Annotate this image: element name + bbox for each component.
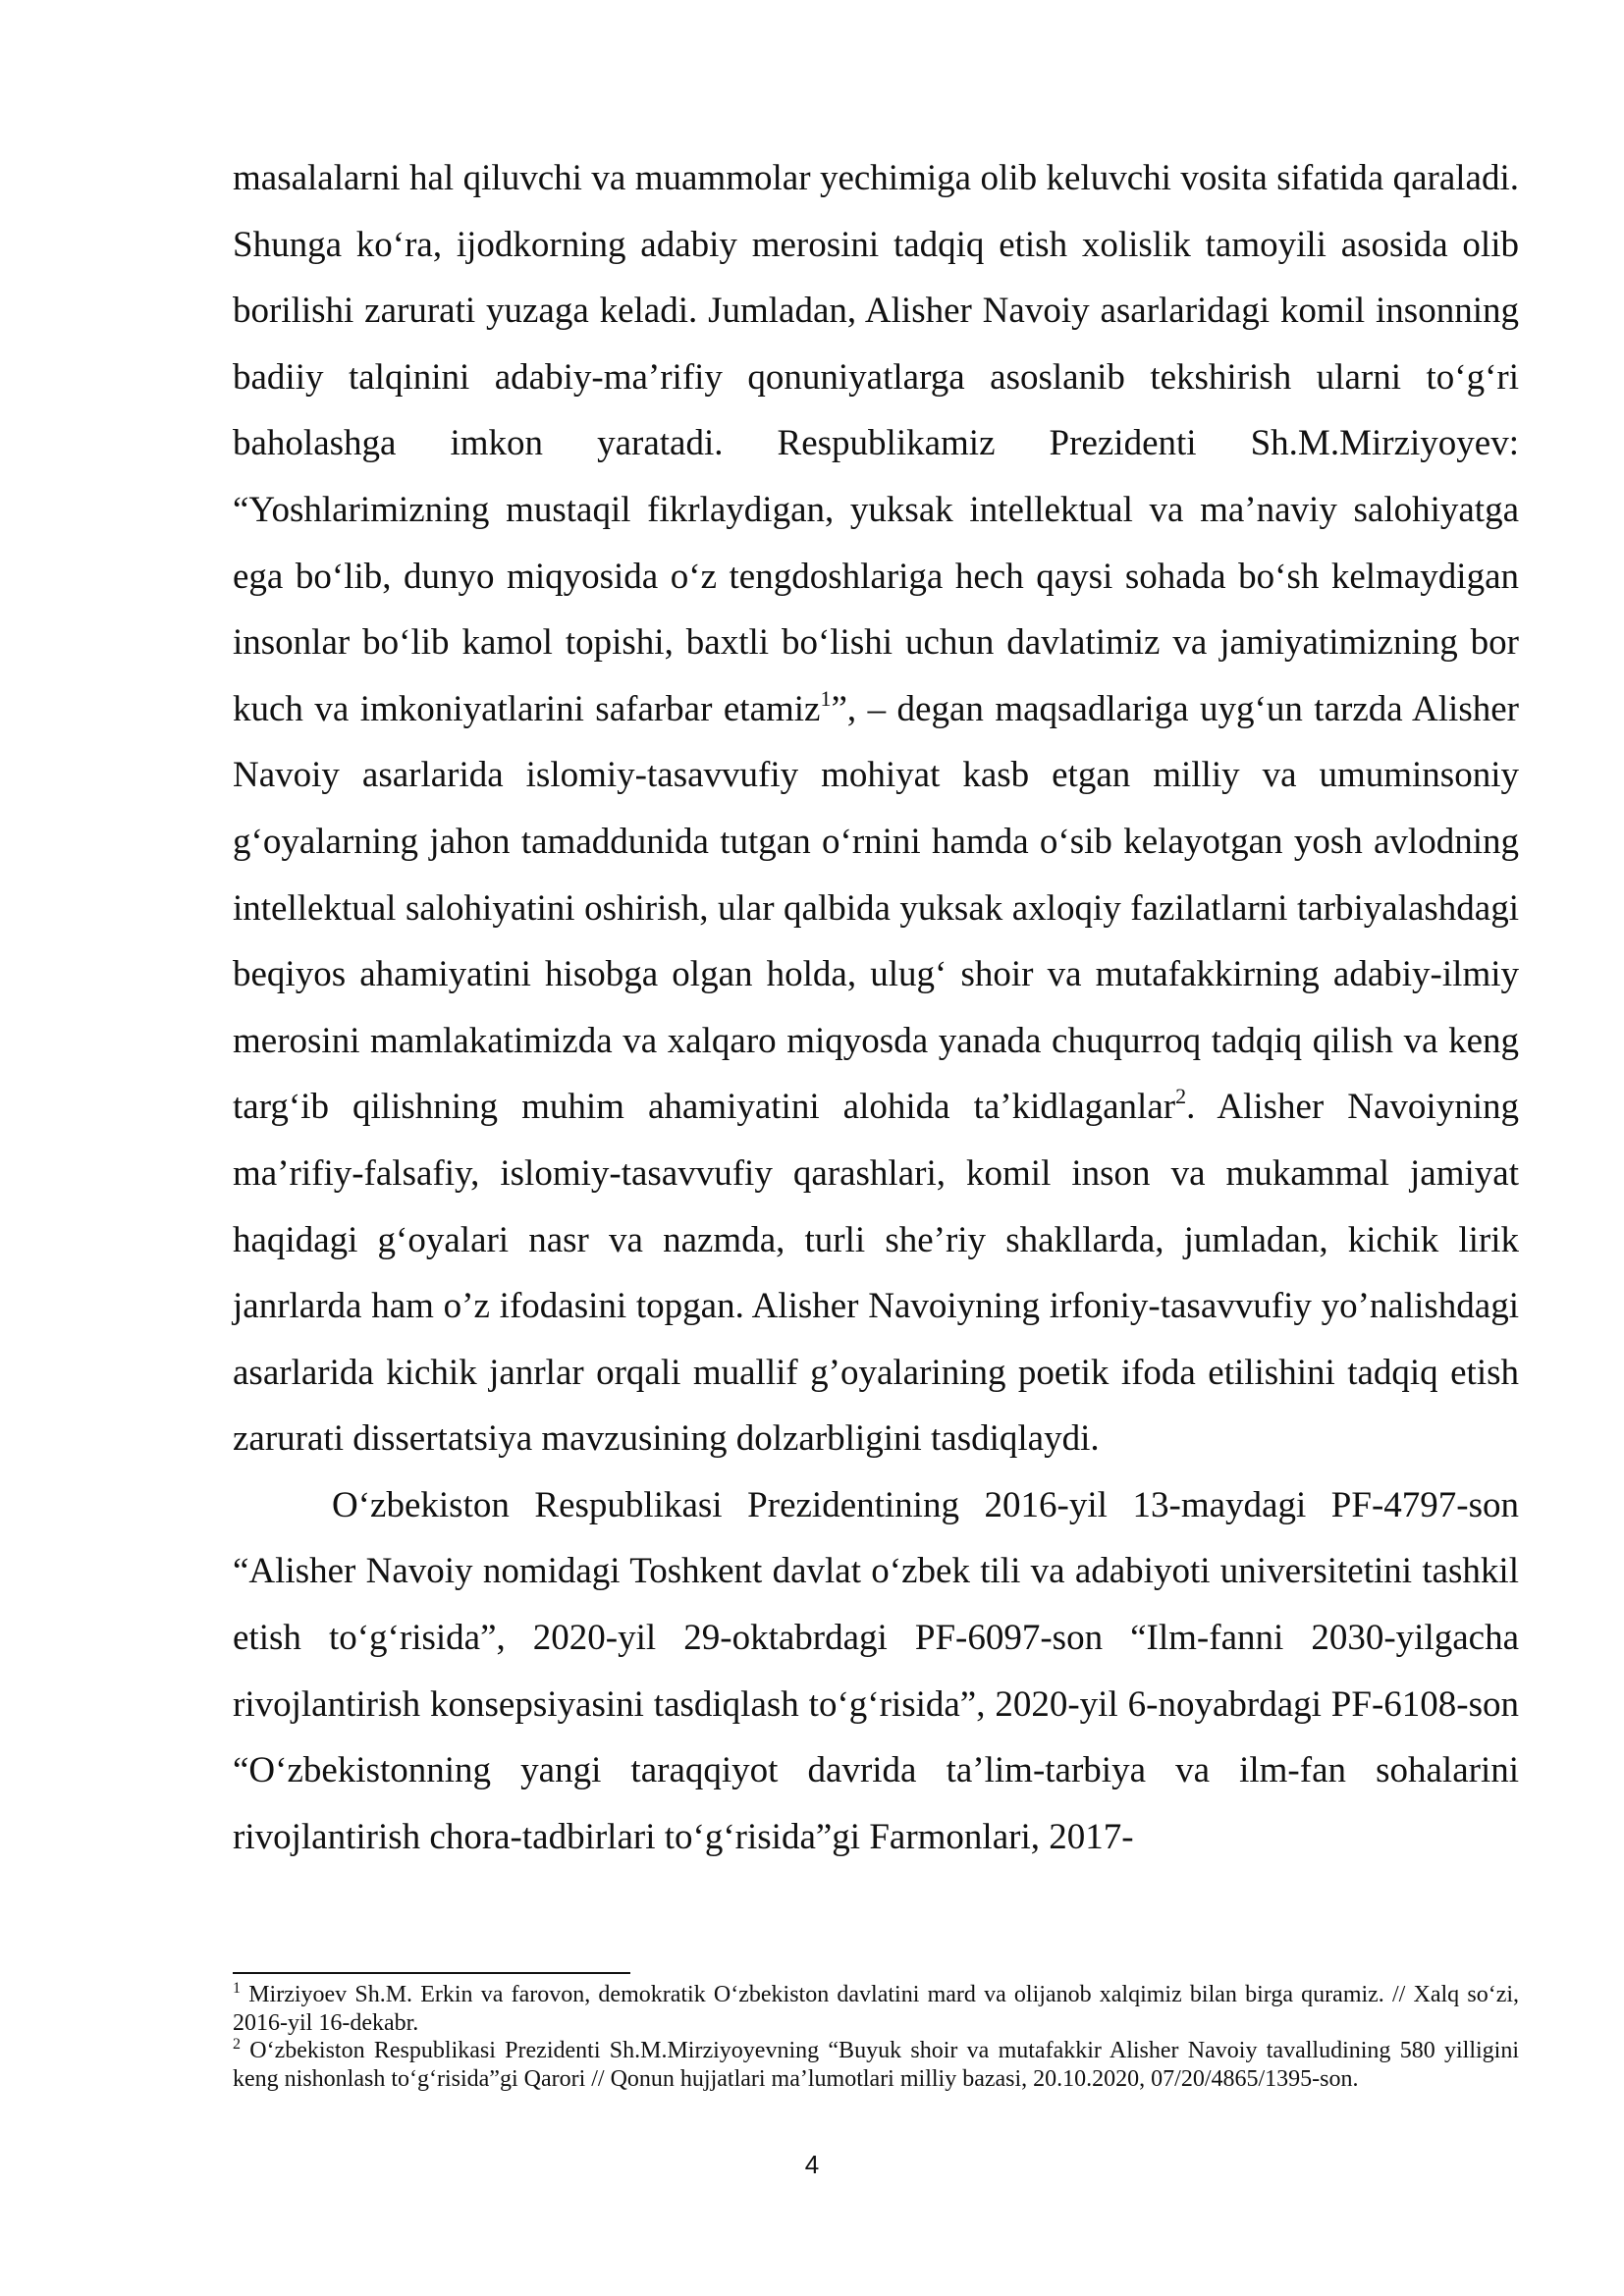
paragraph-text: ”, – degan maqsadlariga uyg‘un tarzda Alisher Navoiy asarlarida islomiy-tasavvufiy mohiyat kasb etgan milliy va umuminsoniy g‘oyalarning jahon tamaddunida tutgan o‘rnini hamda o‘sib kelayotgan yosh avlodning intellektual salohiyatini oshirish, ular qalbida yuksak axloqiy fazilatlarni tarbiyalashdagi beqiyos ahamiyatini hisobga olgan holda, ulug‘ shoir va mutafakkirning adabiy-ilmiy merosini mamlakatimizda va xalqaro miqyosda yanada chuqurroq tadqiq qilish va keng targ‘ib qilishning muhim ahamiyatini alohida ta’kidlaganlar (233, 688, 1519, 1128)
page-number: 4 (804, 2150, 820, 2179)
paragraph-text: masalalarni hal qiluvchi va muammolar yechimiga olib keluvchi vosita sifatida qaraladi. Shunga ko‘ra, ijodkorning adabiy merosini tadqiq etish xolislik tamoyili asosida olib borilishi zarurati yuzaga keladi. Jumladan, Alisher Navoiy asarlaridagi komil insonning badiiy talqinini adabiy-ma’rifiy qonuniyatlarga asoslanib tekshirish ularni to‘g‘ri baholashga imkon yaratadi. Respublikamiz Prezidenti Sh.M.Mirziyoyev: “Yoshlarimizning mustaqil fikrlaydigan, yuksak intellektual va ma’naviy salohiyatga ega bo‘lib, dunyo miqyosida o‘z tengdoshlariga hech qaysi sohada bo‘sh kelmaydigan insonlar bo‘lib kamol topishi, baxtli bo‘lishi uchun davlatimiz va jamiyatimizning bor kuch va imkoniyatlarini safarbar etamiz (233, 158, 1519, 729)
paragraph-text: . Alisher Navoiyning ma’rifiy-falsafiy, islomiy-tasavvufiy qarashlari, komil inson va mukammal jamiyat haqidagi g‘oyalari nasr va nazmda, turli she’riy shakllarda, jumladan, kichik lirik janrlarda ham o’z ifodasini topgan. Alisher Navoiyning irfoniy-tasavvufiy yo’nalishdagi asarlarida kichik janrlar orqali muallif g’oyalarining poetik ifoda etilishini tadqiq etish zarurati dissertatsiya mavzusining dolzarbligini tasdiqlaydi. (233, 1087, 1519, 1460)
footnote-reference[interactable]: 1 (820, 685, 832, 711)
footnote-text: Mirziyoev Sh.M. Erkin va farovon, demokratik O‘zbekiston davlatini mard va olijanob xalqimiz bilan birga quramiz. // Xalq so‘zi, 2016-yil 16-dekabr. (233, 1982, 1520, 2036)
footnote-text: O‘zbekiston Respublikasi Prezidenti Sh.M.Mirziyoyevning “Buyuk shoir va mutafakkir Alisher Navoiy tavalludining 580 yilligini keng nishonlash to‘g‘risida”gi Qarori // Qonun hujjatlari ma’lumotlari milliy bazasi, 20.10.2020, 07/20/4865/1395-son. (233, 2038, 1519, 2092)
footnote (233, 1981, 1519, 2037)
body-text (233, 145, 1519, 1870)
footnote-reference[interactable]: 2 (1175, 1084, 1187, 1109)
paragraph (233, 145, 1519, 1472)
paragraph-text: O‘zbekiston Respublikasi Prezidentining 2016-yil 13-maydagi PF-4797-son “Alisher Navoiy nomidagi Toshkent davlat o‘zbek tili va adabiyoti universitetini tashkil etish to‘g‘risida”, 2020-yil 29-oktabrdagi PF-6097-son “Ilm-fanni 2030-yilgacha rivojlantirish konsepsiyasini tasdiqlash to‘g‘risida”, 2020-yil 6-noyabrdagi PF-6108-son “O‘zbekistonning yangi taraqqiyot davrida ta’lim-tarbiya va ilm-fan sohalarini rivojlantirish chora-tadbirlari to‘g‘risida”gi Farmonlari, 2017- (233, 1484, 1519, 1857)
paragraph (233, 1472, 1519, 1871)
footnote-number: 1 (233, 1980, 241, 1997)
footnote (233, 2037, 1519, 2093)
footnote-separator (233, 1972, 630, 1974)
footnote-number: 2 (233, 2036, 241, 2053)
footnotes (233, 1981, 1519, 2093)
